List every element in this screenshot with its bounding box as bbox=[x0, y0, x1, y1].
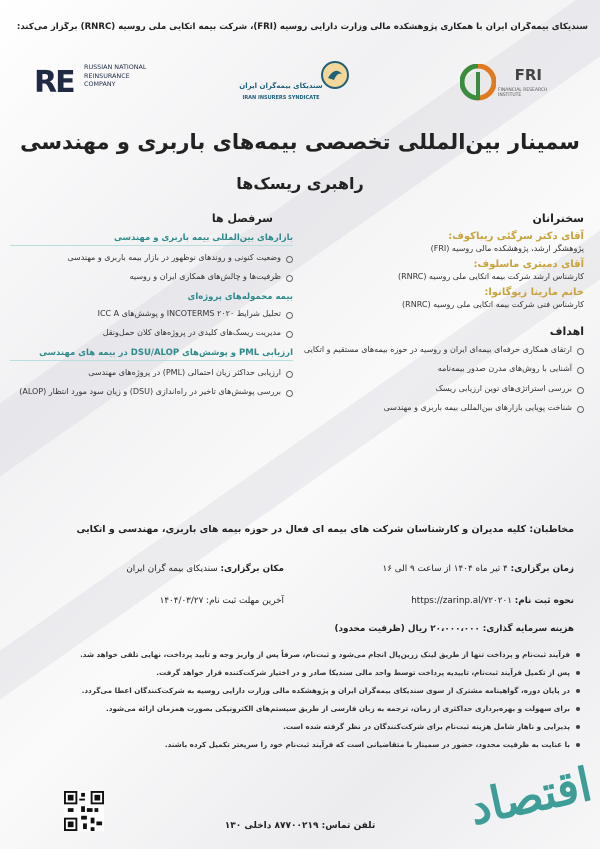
topics-column bbox=[10, 212, 293, 405]
note-item: پس از تکمیل فرآیند ثبت‌نام، تاییدیه پرداخت توسط واحد مالی سندیکا صادر و در اختیار شرکت‌کننده قرار خواهد گرفت. bbox=[60, 668, 580, 678]
topic-group-title: ارزیابی PML و پوشش‌های DSU/ALOP در بیمه های مهندسی bbox=[10, 348, 293, 361]
topic-item: بررسی پوشش‌های تاخیر در راه‌اندازی (DSU) و زیان سود مورد انتظار (ALOP) bbox=[10, 386, 293, 398]
time-info bbox=[383, 564, 575, 574]
fri-logo bbox=[452, 62, 572, 106]
time-value: ۴ تیر ماه ۱۴۰۴ از ساعت ۹ الی ۱۶ bbox=[382, 564, 508, 574]
speakers-heading: سخنرانان bbox=[532, 212, 584, 225]
topic-item: ظرفیت‌ها و چالش‌های همکاری ایران و روسیه bbox=[10, 271, 293, 283]
rnrc-logo bbox=[34, 63, 164, 109]
rnrc-logo-text: RUSSIAN NATIONAL REINSURANCE COMPANY bbox=[84, 63, 147, 89]
contact-value: ۸۷۷۰۰۲۱۹ داخلی ۱۳۰ bbox=[224, 821, 319, 831]
fee-info bbox=[334, 624, 574, 634]
watermark-text: اقتصاد bbox=[464, 756, 597, 836]
goal-item: بررسی استراتژی‌های نوین ارزیابی ریسک bbox=[302, 383, 584, 395]
audience-line bbox=[12, 524, 574, 535]
speaker-item bbox=[302, 259, 584, 281]
goal-item: ارتقای همکاری حرفه‌ای بیمه‌ای ایران و روسیه در حوزه بیمه‌های مستقیم و اتکایی bbox=[302, 344, 584, 356]
speaker-name: آقای دکتر سرگئی ریباکوف: bbox=[448, 231, 584, 242]
speaker-name: خانم مارینا زیوگانوا: bbox=[484, 287, 584, 298]
audience-text: کلیه مدیران و کارشناسان شرکت های بیمه ای فعال در حوزه بیمه های باربری، مهندسی و اتکایی bbox=[76, 524, 527, 535]
qr-code-icon[interactable] bbox=[64, 791, 104, 831]
speaker-role: کارشناس فنی شرکت بیمه اتکایی ملی روسیه (RNRC) bbox=[402, 300, 584, 309]
goal-item: آشنایی با روش‌های مدرن صدور بیمه‌نامه bbox=[302, 363, 584, 375]
iis-logo-text-fa: سندیکای بیمه‌گران ایران bbox=[239, 82, 323, 90]
speaker-role: کارشناس ارشد شرکت بیمه اتکایی ملی روسیه (RNRC) bbox=[397, 272, 584, 281]
fee-value: ۲۰،۰۰۰،۰۰۰ ریال (ظرفیت محدود) bbox=[334, 624, 480, 634]
rnrc-logo-mark: RE bbox=[34, 65, 74, 100]
speaker-item bbox=[302, 231, 584, 253]
speaker-name: آقای دمیتری ماسلوف: bbox=[473, 259, 584, 270]
contact-line bbox=[150, 821, 450, 831]
topic-group-title: بازارهای بین‌المللی بیمه باربری و مهندسی bbox=[10, 233, 293, 246]
iis-logo-text-en: IRAN INSURERS SYNDICATE bbox=[242, 95, 320, 101]
goals-heading: اهداف bbox=[549, 325, 584, 338]
speaker-item bbox=[302, 287, 584, 309]
note-item: پذیرایی و ناهار شامل هزینه ثبت‌نام برای شرکت‌کنندگان در نظر گرفته شده است. bbox=[60, 722, 580, 732]
note-item: برای سهولت و بهره‌برداری حداکثری از زمان، ترجمه به زبان فارسی از طریق سیستم‌های الکترونیکی بصورت همزمان ارائه می‌شود. bbox=[60, 704, 580, 714]
note-item: با عنایت به ظرفیت محدود، حضور در سمینار با متقاضیانی است که فرآیند ثبت‌نام خود را سریعتر تکمیل کرده باشند. bbox=[60, 740, 580, 750]
fri-logo-text: FRI bbox=[514, 66, 542, 84]
venue-label: مکان برگزاری: bbox=[220, 564, 284, 574]
speaker-role: پژوهشگر ارشد، پژوهشکده مالی روسیه (FRI) bbox=[430, 244, 584, 253]
topic-item: مدیریت ریسک‌های کلیدی در پروژه‌های کلان حمل‌ونقل bbox=[10, 327, 293, 339]
page-subtitle: راهبری ریسک‌ها bbox=[236, 174, 364, 193]
page-title: سمینار بین‌المللی تخصصی بیمه‌های باربری و مهندسی bbox=[20, 130, 580, 154]
contact-label: تلفن تماس: bbox=[321, 821, 376, 831]
time-label: زمان برگزاری: bbox=[510, 564, 574, 574]
organizer-line: سندیکای بیمه‌گران ایران با همکاری پژوهشکده مالی وزارت دارایی روسیه (FRI)، شرکت بیمه اتکایی ملی روسیه (RNRC) برگزار می‌کند: bbox=[16, 22, 588, 32]
deadline-value: ۱۴۰۴/۰۳/۲۷ bbox=[159, 596, 204, 606]
registration-info bbox=[411, 596, 574, 606]
topic-item: تحلیل شرایط INCOTERMS ۲۰۲۰ و پوشش‌های ICC A bbox=[10, 308, 293, 320]
note-item: در پایان دوره، گواهینامه مشترک از سوی سندیکای بیمه‌گران ایران و پژوهشکده مالی وزارت دارایی روسیه به شرکت‌کنندگان اعطا می‌گردد. bbox=[60, 686, 580, 696]
speakers-goals-column bbox=[302, 212, 584, 422]
topic-group-title: بیمه محموله‌های پروژه‌ای bbox=[187, 291, 293, 302]
topics-heading: سرفصل ها bbox=[211, 212, 273, 225]
audience-label: مخاطبان: bbox=[529, 524, 574, 535]
topic-item: ارزیابی حداکثر زیان احتمالی (PML) در پروژه‌های مهندسی bbox=[10, 367, 293, 379]
deadline-label: آخرین مهلت ثبت نام: bbox=[206, 596, 284, 606]
venue-value: سندیکای بیمه گران ایران bbox=[126, 564, 218, 574]
deadline-info bbox=[160, 596, 284, 606]
note-item: فرآیند ثبت‌نام و پرداخت تنها از طریق لینک زرین‌پال انجام می‌شود و ثبت‌نام، صرفاً پس از واریز وجه و تأیید پرداخت، نهایی تلقی خواهد شد. bbox=[60, 650, 580, 660]
fri-logo-icon bbox=[460, 64, 496, 102]
topic-item: وضعیت کنونی و روندهای نوظهور در بازار بیمه باربری و مهندسی bbox=[10, 252, 293, 264]
registration-label: نحوه ثبت نام: bbox=[514, 596, 574, 606]
venue-info bbox=[126, 564, 284, 574]
fri-logo-subtext: FINANCIAL RESEARCH INSTITUTE bbox=[498, 88, 548, 99]
registration-link[interactable]: https://zarinp.al/۷۲۰۲۰۱ bbox=[411, 596, 512, 606]
goal-item: شناخت پویایی بازارهای بین‌المللی بیمه باربری و مهندسی bbox=[302, 402, 584, 414]
iis-logo bbox=[236, 60, 364, 112]
fee-label: هزینه سرمایه گذاری: bbox=[482, 624, 574, 634]
watermark-logo bbox=[430, 703, 600, 849]
